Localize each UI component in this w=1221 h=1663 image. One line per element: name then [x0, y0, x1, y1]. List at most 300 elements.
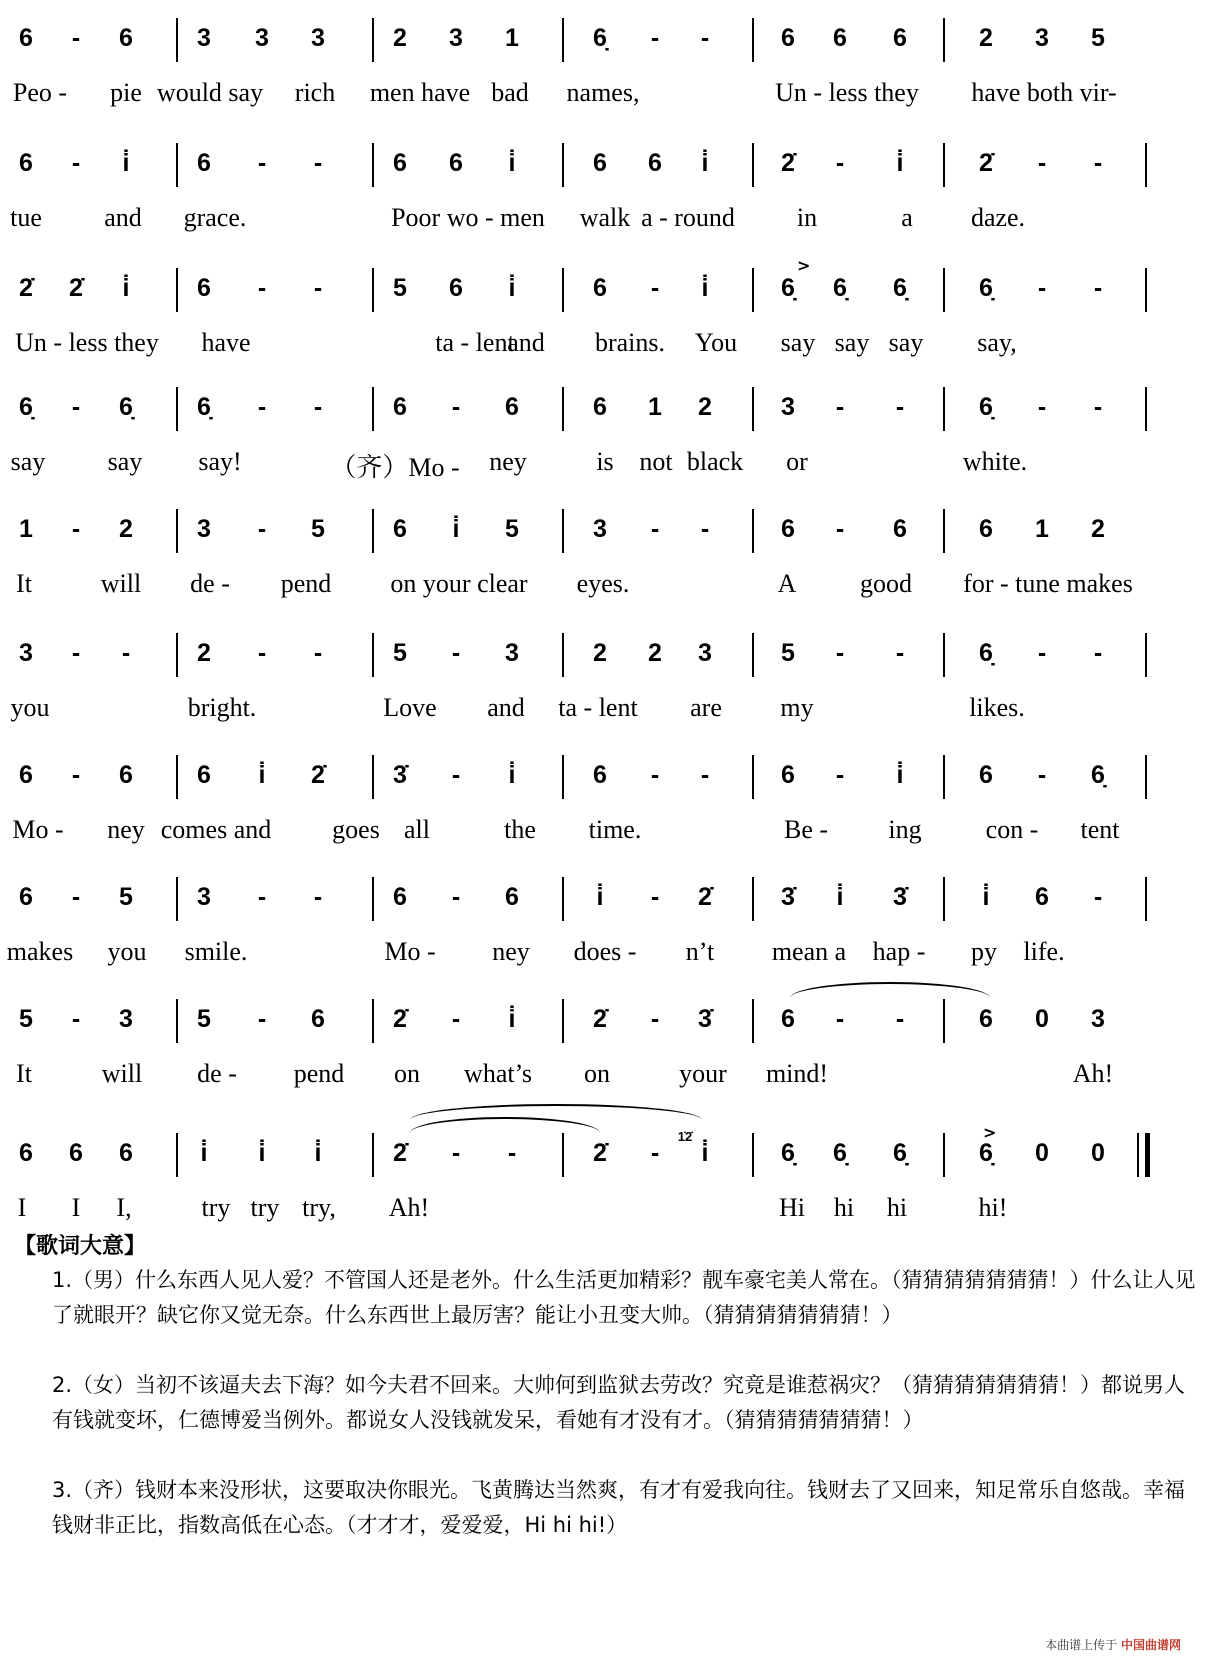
barline [372, 877, 374, 921]
barline [176, 877, 178, 921]
barline [943, 999, 945, 1043]
note: 5 [119, 883, 133, 911]
note: 6 [449, 149, 463, 177]
note-row [0, 881, 1221, 925]
note: 6 [393, 515, 407, 543]
lyric-word: Mo - [12, 815, 64, 844]
note: 6̣ [833, 1139, 847, 1167]
note: 2 [119, 515, 133, 543]
lyrics-meaning-paragraph-3: 3.（齐）钱财本来没形状，这要取决你眼光。飞黄腾达当然爽，有才有爱我向往。钱财去了又回来，知足常乐自悠哉。幸福钱财非正比，指数高低在心态。（才才才，爱爱爱，Hi hi hi!） [52, 1478, 1186, 1537]
note: i̇ [508, 761, 516, 789]
note: 2̇ [393, 1139, 407, 1167]
barline [943, 509, 945, 553]
note: 6 [197, 274, 211, 302]
lyric-word: say [834, 328, 870, 357]
barline [943, 633, 945, 677]
note: 3 [197, 515, 211, 543]
barline [372, 633, 374, 677]
lyric-word: on your clear [390, 569, 528, 598]
note-row [0, 759, 1221, 803]
note-extension: - [313, 639, 323, 667]
note: i̇ [701, 149, 709, 177]
lyric-row [0, 203, 1221, 239]
note-extension: - [257, 149, 267, 177]
note: 1 [1035, 515, 1049, 543]
barline [562, 509, 564, 553]
note-extension: - [507, 1139, 517, 1167]
note: 3 [449, 24, 463, 52]
lyric-word: de - [197, 1059, 237, 1088]
barline [176, 509, 178, 553]
lyric-word: not [639, 447, 673, 476]
note-extension: - [451, 639, 461, 667]
note: 6 [69, 1139, 83, 1167]
note-extension: - [835, 515, 845, 543]
lyric-word: daze. [970, 203, 1026, 232]
note: 6 [197, 149, 211, 177]
lyric-row [0, 447, 1221, 483]
barline [562, 268, 564, 312]
lyric-word: are [690, 693, 722, 722]
note: i̇ [314, 1139, 322, 1167]
lyric-word: hi! [978, 1193, 1008, 1222]
note: 6̣ [19, 393, 33, 421]
note: i̇ [122, 274, 130, 302]
lyric-word: con - [985, 815, 1039, 844]
note-row [0, 513, 1221, 557]
note-extension: - [1037, 639, 1047, 667]
note: 6 [593, 393, 607, 421]
note: 3 [505, 639, 519, 667]
barline [176, 268, 178, 312]
barline [943, 268, 945, 312]
note-row [0, 22, 1221, 66]
note: 6 [393, 393, 407, 421]
barline [943, 387, 945, 431]
barline [372, 999, 374, 1043]
barline [1145, 268, 1147, 312]
note: 2 [593, 639, 607, 667]
lyric-word: Peo - [12, 78, 68, 107]
note-extension: - [650, 1005, 660, 1033]
note-extension: - [257, 274, 267, 302]
note-extension: - [451, 393, 461, 421]
note-extension: - [895, 393, 905, 421]
lyric-word: does - [573, 937, 637, 966]
note-extension: - [257, 639, 267, 667]
note: 6 [119, 1139, 133, 1167]
note: 5 [311, 515, 325, 543]
lyric-word: ney [107, 815, 145, 844]
note: 2 [1091, 515, 1105, 543]
barline [176, 1133, 178, 1177]
lyric-word: walk [579, 203, 631, 232]
note-row [0, 391, 1221, 435]
lyric-word: say [888, 328, 924, 357]
lyric-word: a - round [641, 203, 735, 232]
barline [1145, 633, 1147, 677]
note: i̇ [258, 1139, 266, 1167]
lyric-word: ta - lent [435, 328, 515, 357]
note: 2 [648, 639, 662, 667]
note: i̇ [896, 761, 904, 789]
lyric-word: hi [886, 1193, 908, 1222]
note-extension: - [650, 515, 660, 543]
barline [562, 999, 564, 1043]
barline [562, 387, 564, 431]
barline [752, 387, 754, 431]
barline [372, 143, 374, 187]
note-extension: - [700, 761, 710, 789]
lyric-word: or [786, 447, 808, 476]
note: 3 [698, 639, 712, 667]
lyric-word: I [71, 1193, 81, 1222]
note: 3 [593, 515, 607, 543]
note-extension: - [313, 274, 323, 302]
note-extension: - [650, 274, 660, 302]
lyric-word: I [17, 1193, 27, 1222]
note: 5 [393, 639, 407, 667]
lyric-word: It [16, 569, 32, 598]
note-extension: - [1093, 149, 1103, 177]
barline [372, 755, 374, 799]
note: i̇ [508, 274, 516, 302]
barline [1145, 143, 1147, 187]
note: 3 [1091, 1005, 1105, 1033]
grace-note: 1̇2̇ [677, 1129, 693, 1144]
note: i̇ [896, 149, 904, 177]
note: 3 [781, 393, 795, 421]
note-extension: - [451, 761, 461, 789]
note: 6̣ [781, 1139, 795, 1167]
lyric-row [0, 328, 1221, 364]
note: 6 [449, 274, 463, 302]
note: 6 [393, 883, 407, 911]
barline [176, 755, 178, 799]
lyric-word: tent [1080, 815, 1120, 844]
lyric-word: a [901, 203, 913, 232]
note-extension: - [835, 639, 845, 667]
note: i̇ [596, 883, 604, 911]
lyric-word: and [487, 693, 525, 722]
lyric-word: pend [293, 1059, 345, 1088]
note: 6 [593, 761, 607, 789]
note: 6̣ [197, 393, 211, 421]
lyric-word: will [100, 569, 142, 598]
note: i̇ [122, 149, 130, 177]
note: 3 [1035, 24, 1049, 52]
barline [372, 509, 374, 553]
note: i̇ [508, 149, 516, 177]
note-extension: - [313, 149, 323, 177]
lyric-word: （齐）Mo - [330, 453, 460, 482]
lyric-word: is [596, 447, 614, 476]
note: 6 [19, 761, 33, 789]
note-extension: - [121, 639, 131, 667]
note: 0 [1035, 1139, 1049, 1167]
note: 6 [19, 24, 33, 52]
note-extension: - [313, 883, 323, 911]
note-extension: - [1093, 274, 1103, 302]
note: 6̣ [979, 393, 993, 421]
barline [562, 1133, 564, 1177]
barline [372, 18, 374, 62]
note-row [0, 1129, 1221, 1181]
note: 0 [1091, 1139, 1105, 1167]
lyric-word: say [107, 447, 143, 476]
barline [943, 755, 945, 799]
note: 2̇ [593, 1139, 607, 1167]
lyric-word: Mo - [384, 937, 436, 966]
note-extension: - [650, 883, 660, 911]
note: 3̇ [893, 883, 907, 911]
lyric-word: white. [962, 447, 1028, 476]
note: 6 [781, 515, 795, 543]
lyric-word: time. [588, 815, 642, 844]
lyric-word: all [404, 815, 430, 844]
final-barline [1145, 1133, 1150, 1177]
lyric-word: A [777, 569, 797, 598]
lyric-word: your [679, 1059, 727, 1088]
lyric-word: hap - [872, 937, 926, 966]
lyric-word: ta - lent [558, 693, 638, 722]
note: 2̇ [393, 1005, 407, 1033]
lyric-word: the [504, 815, 536, 844]
note-row [0, 1003, 1221, 1047]
note: 6 [505, 393, 519, 421]
barline [752, 877, 754, 921]
note: i̇ [836, 883, 844, 911]
note: 6 [893, 24, 907, 52]
note: 3 [19, 639, 33, 667]
note: 6̣ [1091, 761, 1105, 789]
lyric-word: smile. [184, 937, 248, 966]
note: 6 [979, 1005, 993, 1033]
lyric-row [0, 937, 1221, 973]
note: 6 [393, 149, 407, 177]
lyric-word: hi [833, 1193, 855, 1222]
barline [752, 1133, 754, 1177]
note: i̇ [452, 515, 460, 543]
note: 6 [648, 149, 662, 177]
note: 5 [393, 274, 407, 302]
note: 3̇ [698, 1005, 712, 1033]
note: 6̣ [979, 639, 993, 667]
note: 6 [833, 24, 847, 52]
tie-arc [410, 1104, 702, 1120]
note: 6 [19, 883, 33, 911]
lyric-word: try [201, 1193, 231, 1222]
note-extension: - [1037, 149, 1047, 177]
note: 6 [593, 274, 607, 302]
note: 6 [781, 1005, 795, 1033]
upload-credit [1045, 1636, 1181, 1653]
lyric-word: You [694, 328, 738, 357]
note: 2 [393, 24, 407, 52]
note: 6 [197, 761, 211, 789]
lyric-word: try [250, 1193, 280, 1222]
lyric-word: and [507, 328, 545, 357]
lyric-word: black [686, 447, 744, 476]
lyric-word: mind! [765, 1059, 829, 1088]
barline [176, 633, 178, 677]
lyric-word: Be - [783, 815, 829, 844]
note: 3̇ [781, 883, 795, 911]
barline [752, 509, 754, 553]
lyric-word: my [780, 693, 814, 722]
note: i̇ [701, 274, 709, 302]
note-extension: - [257, 883, 267, 911]
note-extension: - [451, 1139, 461, 1167]
note: 2̇ [781, 149, 795, 177]
lyric-word: Poor wo - men [391, 203, 545, 232]
note-extension: - [650, 761, 660, 789]
lyric-word: good [860, 569, 912, 598]
barline [562, 755, 564, 799]
note: 6̣ [893, 1139, 907, 1167]
note-extension: - [313, 393, 323, 421]
note-extension: - [71, 24, 81, 52]
note: 5 [19, 1005, 33, 1033]
note-extension: - [71, 639, 81, 667]
note: 6 [593, 149, 607, 177]
barline [176, 999, 178, 1043]
lyric-word: have both vir- [971, 78, 1117, 107]
barline [943, 877, 945, 921]
lyric-word: ing [888, 815, 922, 844]
barline [372, 268, 374, 312]
note-extension: - [71, 393, 81, 421]
note: 3 [197, 883, 211, 911]
lyric-row [0, 1059, 1221, 1095]
lyric-word: will [101, 1059, 143, 1088]
note: 3 [119, 1005, 133, 1033]
lyric-row [0, 693, 1221, 729]
note: 5 [197, 1005, 211, 1033]
note: 5 [1091, 24, 1105, 52]
note-row [0, 637, 1221, 681]
note: i̇ [508, 1005, 516, 1033]
note-row [0, 272, 1221, 316]
note: 2̇ [979, 149, 993, 177]
note-extension: - [257, 393, 267, 421]
lyric-word: grace. [183, 203, 247, 232]
note-extension: - [71, 1005, 81, 1033]
lyric-word: I, [116, 1193, 132, 1222]
lyric-row [0, 569, 1221, 605]
lyric-word: ney [489, 447, 527, 476]
lyric-word: say [780, 328, 816, 357]
note: 6 [893, 515, 907, 543]
barline [176, 387, 178, 431]
upload-credit-prefix: 本曲谱上传于 [1045, 1638, 1118, 1652]
note: 3̇ [393, 761, 407, 789]
lyric-row [0, 815, 1221, 851]
note: 6 [979, 515, 993, 543]
barline [752, 999, 754, 1043]
note: 2̇ [311, 761, 325, 789]
note-extension: - [700, 24, 710, 52]
barline [562, 143, 564, 187]
lyric-word: likes. [969, 693, 1025, 722]
lyric-word: comes and [160, 815, 272, 844]
note: 3 [311, 24, 325, 52]
lyric-word: Hi [779, 1193, 805, 1222]
note: 6 [119, 761, 133, 789]
lyric-word: makes [6, 937, 74, 966]
note: 3 [255, 24, 269, 52]
note-extension: - [1093, 883, 1103, 911]
note: 2 [698, 393, 712, 421]
lyric-word: Un - less they [15, 328, 159, 357]
barline [562, 633, 564, 677]
note-extension: - [71, 515, 81, 543]
lyric-word: say! [198, 447, 242, 476]
lyric-word: Ah! [1072, 1059, 1114, 1088]
note: 5 [781, 639, 795, 667]
lyrics-meaning-paragraph-2: 2.（女）当初不该逼夫去下海？如今夫君不回来。大帅何到监狱去劳改？究竟是谁惹祸灾？（猜猜猜猜猜猜猜！）都说男人有钱就变坏，仁德博爱当例外。都说女人没钱就发呆，看她有才没有才。（猜猜猜猜猜猜猜！） [52, 1373, 1186, 1432]
note-extension: - [1037, 393, 1047, 421]
note: 6 [1035, 883, 1049, 911]
note: 0 [1035, 1005, 1049, 1033]
note: 6 [781, 761, 795, 789]
accent-mark: > [983, 1123, 997, 1142]
lyric-word: mean a [771, 937, 847, 966]
note-extension: - [71, 149, 81, 177]
accent-mark: > [797, 256, 811, 275]
note: 2̇ [698, 883, 712, 911]
note: 6 [979, 761, 993, 789]
barline [752, 633, 754, 677]
note: i̇ [258, 761, 266, 789]
lyric-word: brains. [594, 328, 666, 357]
barline [752, 18, 754, 62]
lyric-word: It [16, 1059, 32, 1088]
barline [1145, 755, 1147, 799]
barline [562, 18, 564, 62]
lyric-word: py [971, 937, 997, 966]
note-extension: - [257, 515, 267, 543]
lyrics-meaning-title: 【歌词大意】 [14, 1234, 147, 1259]
note: 6 [311, 1005, 325, 1033]
note: 6̣ [833, 274, 847, 302]
lyric-word: say [10, 447, 46, 476]
note: 6 [19, 1139, 33, 1167]
lyric-word: men have [369, 78, 471, 107]
note-extension: - [1037, 274, 1047, 302]
barline [176, 143, 178, 187]
note-extension: - [895, 639, 905, 667]
note: 2 [979, 24, 993, 52]
note-extension: - [835, 761, 845, 789]
note-extension: - [451, 1005, 461, 1033]
note: 6̣ [893, 274, 907, 302]
lyric-word: have [201, 328, 251, 357]
note-extension: - [257, 1005, 267, 1033]
barline [752, 143, 754, 187]
lyric-word: tue [10, 203, 42, 232]
barline [372, 387, 374, 431]
lyric-word: Ah! [388, 1193, 430, 1222]
note: 3 [197, 24, 211, 52]
barline [562, 877, 564, 921]
barline [176, 18, 178, 62]
note: i̇ [200, 1139, 208, 1167]
note: 6 [119, 24, 133, 52]
lyric-word: pend [280, 569, 332, 598]
lyric-word: on [394, 1059, 420, 1088]
barline [752, 268, 754, 312]
